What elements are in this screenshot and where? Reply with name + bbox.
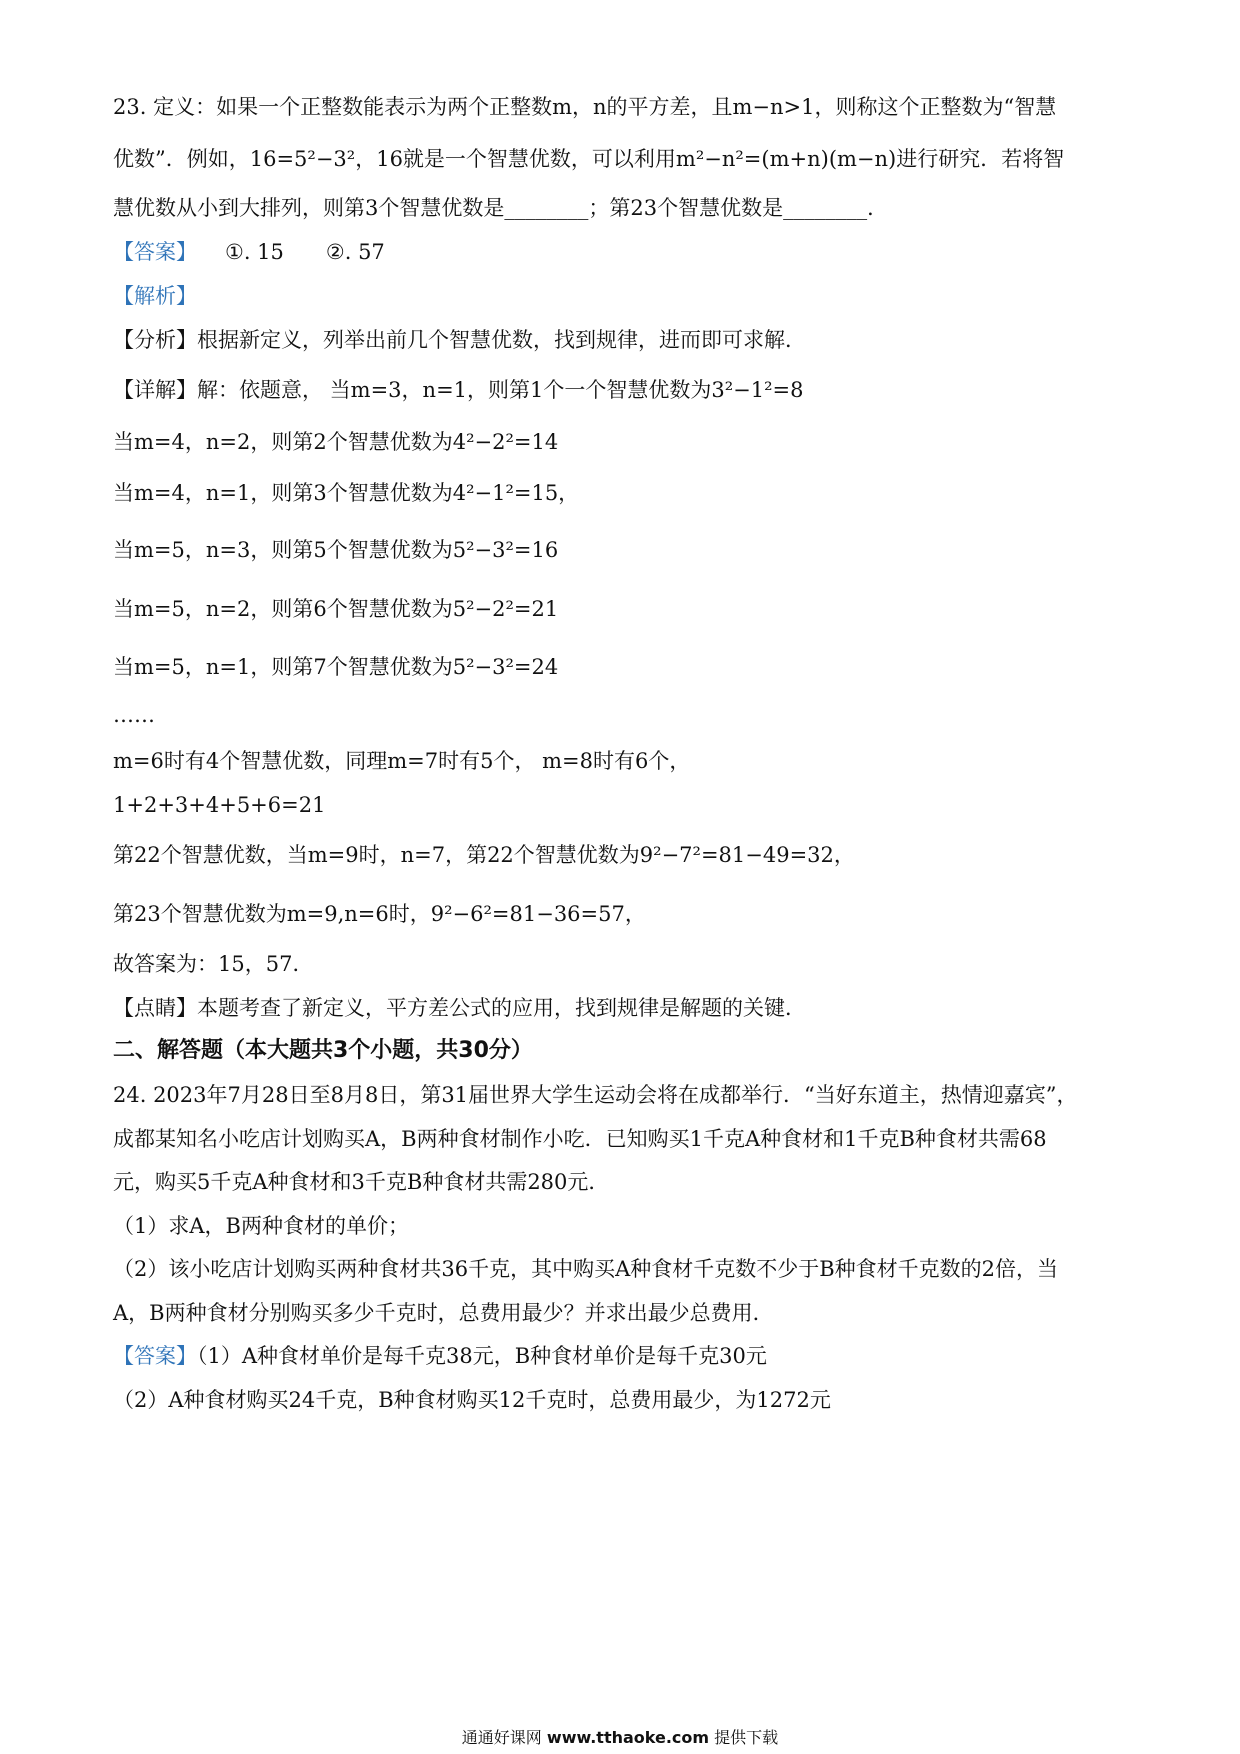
q23-line-2: 优数”．例如，16=5²−3²，16就是一个智慧优数，可以利用m²−n²=(m+n)(m−n)进行研究．若将智: [113, 147, 1065, 171]
detail-line: 第23个智慧优数为m=9,n=6时，9²−6²=81−36=57，: [113, 902, 646, 926]
q24-part-2-line-1: （2）该小吃店计划购买两种食材共36千克，其中购买A种食材千克数不少于B种食材千克数的2倍，当: [113, 1257, 1059, 1281]
answer-text: （1）A种食材单价是每千克38元，B种食材单价是每千克30元: [197, 1344, 767, 1368]
footer-site-name: 通通好课网: [461, 1728, 542, 1747]
analysis-summary: 【分析】根据新定义，列举出前几个智慧优数，找到规律，进而即可求解．: [113, 328, 806, 352]
answer-tag: 【答案】: [113, 240, 197, 264]
answer-text: ①. 15 ②. 57: [225, 240, 385, 264]
footer-url[interactable]: www.tthaoke.com: [546, 1728, 710, 1747]
detail-line: 1+2+3+4+5+6=21: [113, 793, 326, 817]
detail-line: 当m=5，n=3，则第5个智慧优数为5²−3²=16: [113, 538, 559, 562]
q23-answer: [113, 237, 1140, 267]
detail-line: 当m=4，n=1，则第3个智慧优数为4²−1²=15，: [113, 481, 580, 505]
detail-line: 当m=5，n=1，则第7个智慧优数为5²−3²=24: [113, 655, 559, 679]
detail-line: 当m=4，n=2，则第2个智慧优数为4²−2²=14: [113, 430, 559, 454]
q24-answer-2: （2）A种食材购买24千克，B种食材购买12千克时，总费用最少，为1272元: [113, 1388, 831, 1412]
answer-tag: 【答案】: [113, 1344, 197, 1368]
footer-suffix: 提供下载: [714, 1728, 779, 1747]
q24-part-1: （1）求A，B两种食材的单价；: [113, 1214, 409, 1238]
analysis-tag: 【解析】: [113, 284, 197, 308]
dianjing-comment: 【点睛】本题考查了新定义，平方差公式的应用，找到规律是解题的关键．: [113, 996, 806, 1020]
q24-line-2: 成都某知名小吃店计划购买A，B两种食材制作小吃．已知购买1千克A种食材和1千克B种食材共需68: [113, 1127, 1047, 1151]
q24-part-2-line-2: A，B两种食材分别购买多少千克时，总费用最少？并求出最少总费用．: [113, 1301, 774, 1325]
q24-answer-1: [113, 1341, 1140, 1371]
q23-line-3: 慧优数从小到大排列，则第3个智慧优数是________；第23个智慧优数是________．: [113, 196, 889, 220]
detail-line: m=6时有4个智慧优数，同理m=7时有5个， m=8时有6个，: [113, 749, 691, 773]
detail-line: ……: [113, 703, 155, 727]
q24-line-3: 元，购买5千克A种食材和3千克B种食材共需280元．: [113, 1170, 610, 1194]
detail-line: 【详解】解：依题意， 当m=3，n=1，则第1个一个智慧优数为3²−1²=8: [113, 378, 804, 402]
q23-line-1: 23. 定义：如果一个正整数能表示为两个正整数m，n的平方差，且m−n>1，则称这个正整数为“智慧: [113, 95, 1057, 119]
page-footer: [0, 1728, 1240, 1748]
detail-line: 当m=5，n=2，则第6个智慧优数为5²−2²=21: [113, 597, 559, 621]
detail-line: 第22个智慧优数，当m=9时，n=7，第22个智慧优数为9²−7²=81−49=32，: [113, 843, 855, 867]
q24-line-1: 24. 2023年7月28日至8月8日，第31届世界大学生运动会将在成都举行．“当好东道主，热情迎嘉宾”，: [113, 1083, 1078, 1107]
detail-line: 故答案为：15，57．: [113, 952, 314, 976]
section-heading: 二、解答题（本大题共3个小题，共30分）: [113, 1038, 533, 1063]
